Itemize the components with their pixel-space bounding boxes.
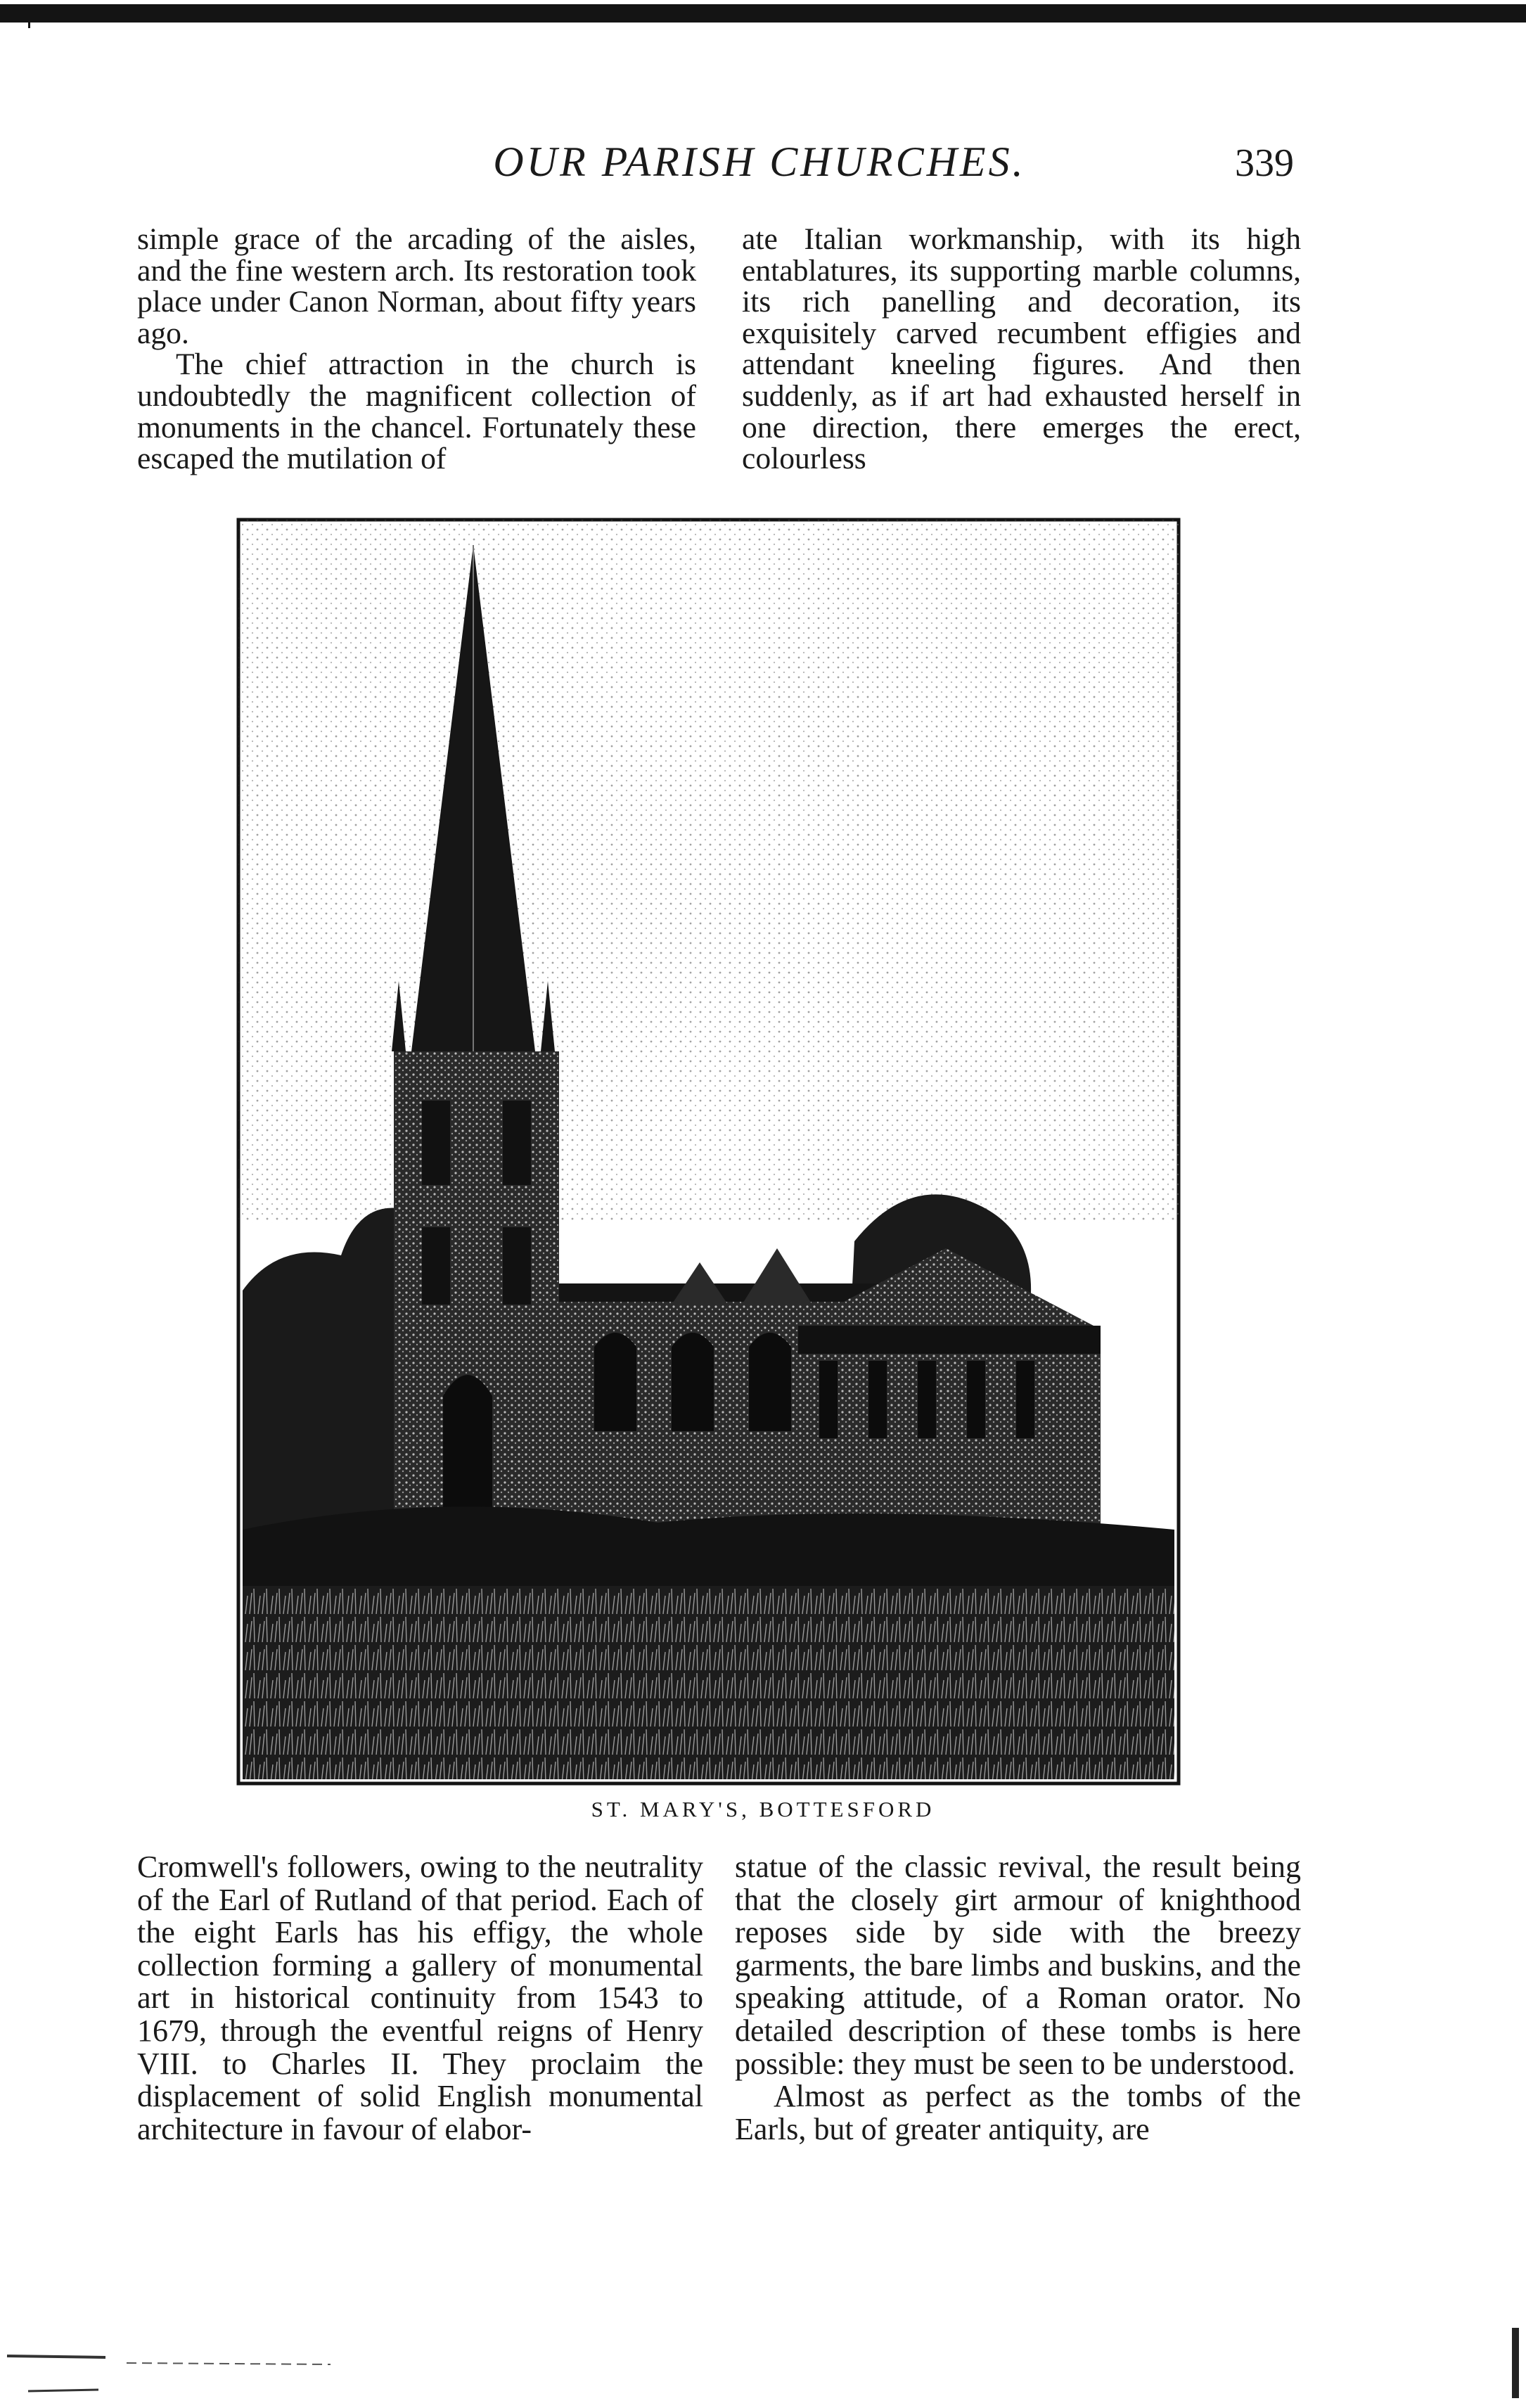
paragraph: Almost as perfect as the tombs of the Earls, but of greater antiquity, are — [735, 2079, 1301, 2146]
top-border-rule — [0, 0, 1526, 28]
running-head — [0, 138, 1526, 201]
running-title: OUR PARISH CHURCHES. — [493, 139, 1026, 185]
paragraph: statue of the classic revival, the result being that the closely girt armour of knighthood reposes side by side with the breezy garments, the bare limbs and buskins, and the speaking attitude, of a Roman orator. No detailed description of these tombs is here possible: they must be seen to be understood. — [735, 1850, 1301, 2081]
paragraph: Cromwell's followers, owing to the neutrality of the Earl of Rutland of that period. Each of the eight Earls has his effigy, the whole collection forming a gallery of monumental art in historical continuity from 1543 to 1679, through the eventful reigns of Henry VIII. to Charles II. They proclaim the displacement of solid English monumental architecture in favour of elabor- — [137, 1850, 703, 2146]
bottom-left-column — [137, 1851, 703, 2245]
bottom-scan-marks — [0, 2321, 1526, 2408]
church-illustration — [236, 517, 1181, 1786]
paragraph: ate Italian workmanship, with its high entablatures, its supporting marble columns, its rich panelling and decoration, its exquisitely carved recumbent effigies and attendant kneeling figures. And then suddenly, as if art had exhausted herself in one direction, there emerges the erect, colourless — [742, 222, 1301, 476]
page-number: 339 — [1235, 141, 1294, 185]
bottom-right-column — [735, 1851, 1301, 2245]
top-right-column — [742, 224, 1301, 526]
church-engraving-icon — [236, 517, 1181, 1786]
figure-caption: ST. MARY'S, BOTTESFORD — [591, 1797, 935, 1821]
paragraph: The chief attraction in the church is undoubtedly the magnificent collection of monuments in the chancel. Fortunately these escaped the mutilation of — [137, 347, 696, 476]
top-left-column — [137, 224, 696, 526]
paragraph: simple grace of the arcading of the aisles, and the fine western arch. Its restoration took place under Canon Norman, about fifty years ago. — [137, 222, 696, 350]
